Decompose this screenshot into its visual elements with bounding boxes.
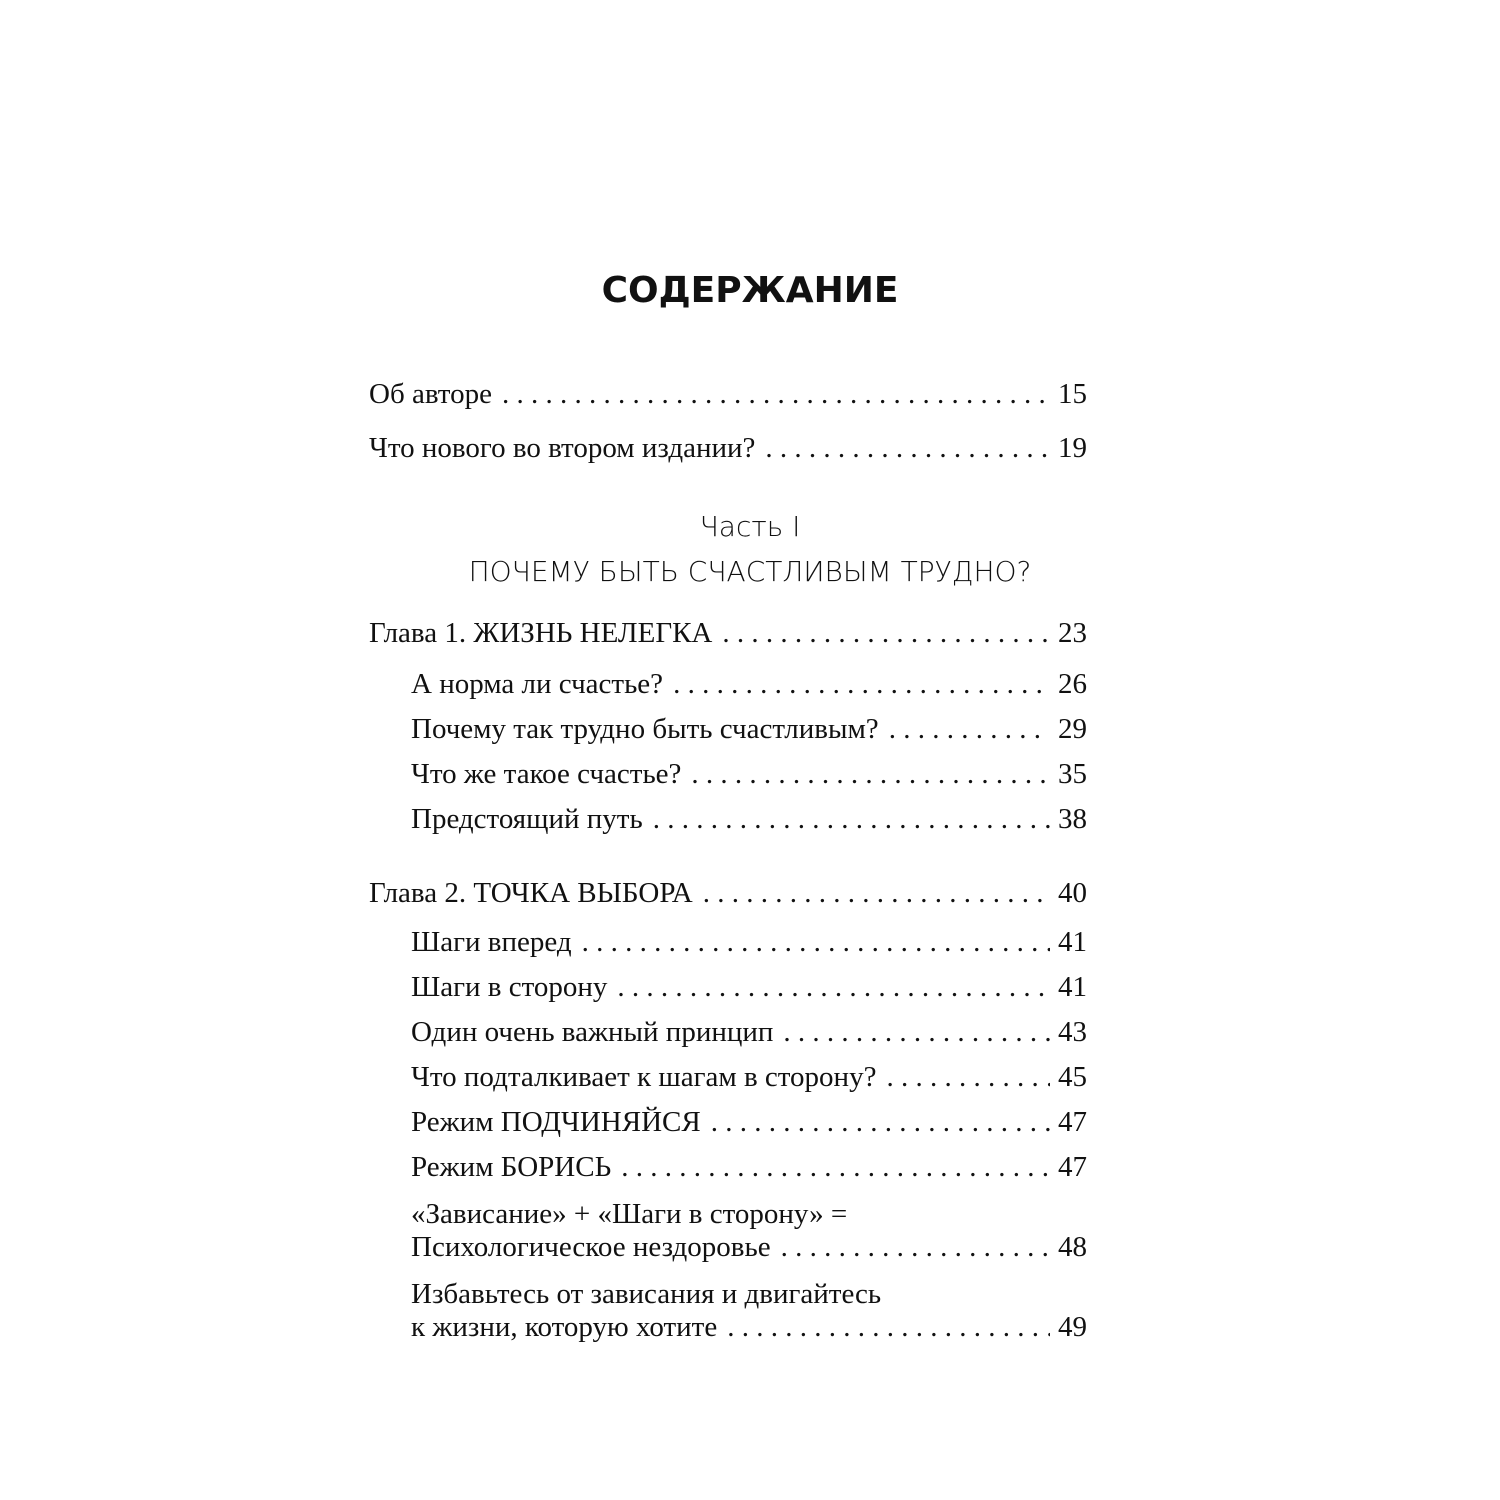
toc-entry-section[interactable] [411,668,1087,701]
chapter-label: Глава 1. ЖИЗНЬ НЕЛЕГКА [369,617,713,649]
entry-label-line-2: Психологическое нездоровье [411,1231,771,1263]
entry-label: Что нового во втором издании? [369,432,756,464]
entry-label: А норма ли счастье? [411,668,664,700]
dot-leader [653,803,1050,836]
toc-entry-whats-new[interactable] [369,432,1087,465]
entry-label: Режим ПОДЧИНЯЙСЯ [411,1106,701,1138]
toc-entry-section[interactable] [411,971,1087,1004]
entry-label: Что же такое счастье? [411,758,682,790]
entry-page-number: 49 [1058,1311,1087,1343]
entry-label: Шаги в сторону [411,971,608,1003]
entry-label: Почему так трудно быть счастливым? [411,713,879,745]
entry-label-line-1: «Зависание» + «Шаги в сторону» = [411,1198,848,1230]
table-of-contents [369,0,1087,1500]
toc-entry-chapter-1[interactable] [369,617,1087,650]
part-number: Часть I [699,510,801,543]
entry-page-number: 26 [1058,668,1087,700]
dot-leader [781,1231,1050,1264]
toc-entry-section-multiline[interactable] [411,1278,1087,1344]
entry-page-number: 41 [1058,971,1087,1003]
dot-leader [703,877,1050,910]
entry-label: Один очень важный принцип [411,1016,774,1048]
entry-page-number: 41 [1058,926,1087,958]
entry-page-number: 15 [1058,378,1087,410]
entry-page-number: 45 [1058,1061,1087,1093]
dot-leader [722,617,1050,650]
toc-entry-about-author[interactable] [369,378,1087,411]
toc-entry-section-multiline[interactable] [411,1198,1087,1264]
entry-label-line-2: к жизни, которую хотите [411,1311,718,1343]
entry-page-number: 47 [1058,1106,1087,1138]
entry-page-number: 23 [1058,617,1087,649]
entry-page-number: 19 [1058,432,1087,464]
entry-label: Об авторе [369,378,492,410]
dot-leader [727,1311,1050,1344]
dot-leader [691,758,1050,791]
entry-page-number: 40 [1058,877,1087,909]
entry-page-number: 43 [1058,1016,1087,1048]
toc-entry-section[interactable] [411,1151,1087,1184]
toc-entry-section[interactable] [411,1061,1087,1094]
dot-leader [582,926,1050,959]
toc-entry-section[interactable] [411,926,1087,959]
chapter-label: Глава 2. ТОЧКА ВЫБОРА [369,877,693,909]
dot-leader [886,1061,1050,1094]
dot-leader [783,1016,1050,1049]
toc-entry-section[interactable] [411,758,1087,791]
entry-page-number: 35 [1058,758,1087,790]
entry-label: Предстоящий путь [411,803,643,835]
toc-entry-section[interactable] [411,1016,1087,1049]
entry-label: Режим БОРИСЬ [411,1151,612,1183]
dot-leader [711,1106,1050,1139]
entry-last-line [411,1311,1087,1344]
entry-page-number: 47 [1058,1151,1087,1183]
entry-label: Что подталкивает к шагам в сторону? [411,1061,877,1093]
entry-page-number: 29 [1058,713,1087,745]
page-title: СОДЕРЖАНИЕ [601,270,899,311]
dot-leader [617,971,1050,1004]
dot-leader [673,668,1050,701]
dot-leader [621,1151,1050,1184]
dot-leader [765,432,1050,465]
dot-leader [889,713,1050,746]
toc-entry-section[interactable] [411,803,1087,836]
entry-label: Шаги вперед [411,926,572,958]
entry-label-line-1: Избавьтесь от зависания и двигайтесь [411,1278,882,1310]
part-title: ПОЧЕМУ БЫТЬ СЧАСТЛИВЫМ ТРУДНО? [468,555,1032,588]
entry-last-line [411,1231,1087,1264]
toc-entry-chapter-2[interactable] [369,877,1087,910]
dot-leader [502,378,1050,411]
toc-entry-section[interactable] [411,1106,1087,1139]
entry-page-number: 38 [1058,803,1087,835]
entry-page-number: 48 [1058,1231,1087,1263]
toc-entry-section[interactable] [411,713,1087,746]
